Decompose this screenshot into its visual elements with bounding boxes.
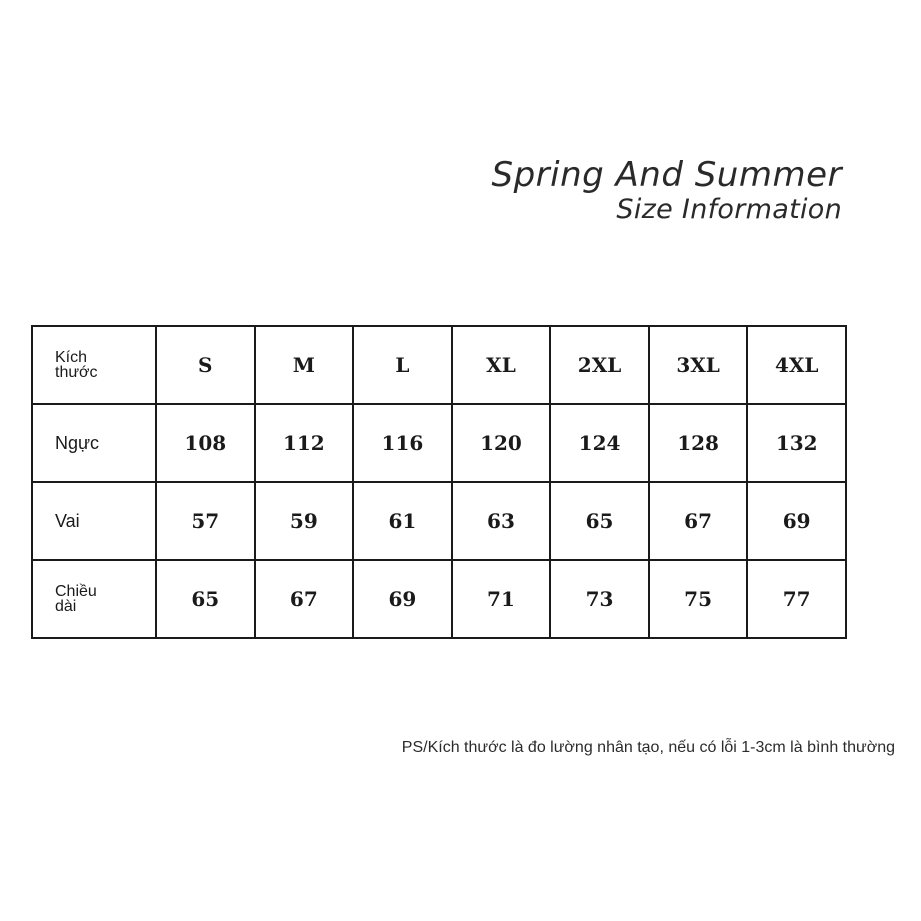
- size-header-cell: M: [255, 326, 354, 404]
- table-cell: 61: [353, 482, 452, 560]
- title-sub: Size Information: [616, 194, 842, 225]
- table-cell: 73: [550, 560, 649, 638]
- header-label-line1: Kích: [55, 349, 88, 366]
- measurement-note: PS/Kích thước là đo lường nhân tạo, nếu có lỗi 1-3cm là bình thường: [401, 739, 895, 756]
- table-cell: 59: [255, 482, 354, 560]
- size-header-cell: L: [353, 326, 452, 404]
- table-cell: 65: [550, 482, 649, 560]
- table-cell: 65: [156, 560, 255, 638]
- table-cell: 71: [452, 560, 551, 638]
- table-cell: 67: [649, 482, 748, 560]
- table-cell: 57: [156, 482, 255, 560]
- header-label-cell: [32, 326, 156, 404]
- header-label-line2: thước: [55, 364, 98, 381]
- table-cell: 120: [452, 404, 551, 482]
- table-row: [32, 482, 846, 560]
- table-cell: 67: [255, 560, 354, 638]
- table-cell: 69: [353, 560, 452, 638]
- table-cell: 116: [353, 404, 452, 482]
- size-header-cell: XL: [452, 326, 551, 404]
- table-row: [32, 560, 846, 638]
- table-cell: 75: [649, 560, 748, 638]
- table-header-row: [32, 326, 846, 404]
- size-table: [31, 325, 847, 639]
- table-row: [32, 404, 846, 482]
- size-header-cell: S: [156, 326, 255, 404]
- table-cell: 124: [550, 404, 649, 482]
- table-cell: 63: [452, 482, 551, 560]
- table-cell: 69: [747, 482, 846, 560]
- row-label-length-line1: Chiều: [55, 583, 97, 600]
- row-label-length-line2: dài: [55, 598, 77, 615]
- row-label-length: [32, 560, 156, 638]
- table-cell: 108: [156, 404, 255, 482]
- row-label-chest: Ngực: [32, 404, 156, 482]
- size-header-cell: 4XL: [747, 326, 846, 404]
- title-main: Spring And Summer: [491, 155, 842, 195]
- table-cell: 112: [255, 404, 354, 482]
- size-header-cell: 3XL: [649, 326, 748, 404]
- title-block: [491, 155, 843, 225]
- table-cell: 77: [747, 560, 846, 638]
- size-header-cell: 2XL: [550, 326, 649, 404]
- row-label-shoulder: Vai: [32, 482, 156, 560]
- table-cell: 132: [747, 404, 846, 482]
- table-cell: 128: [649, 404, 748, 482]
